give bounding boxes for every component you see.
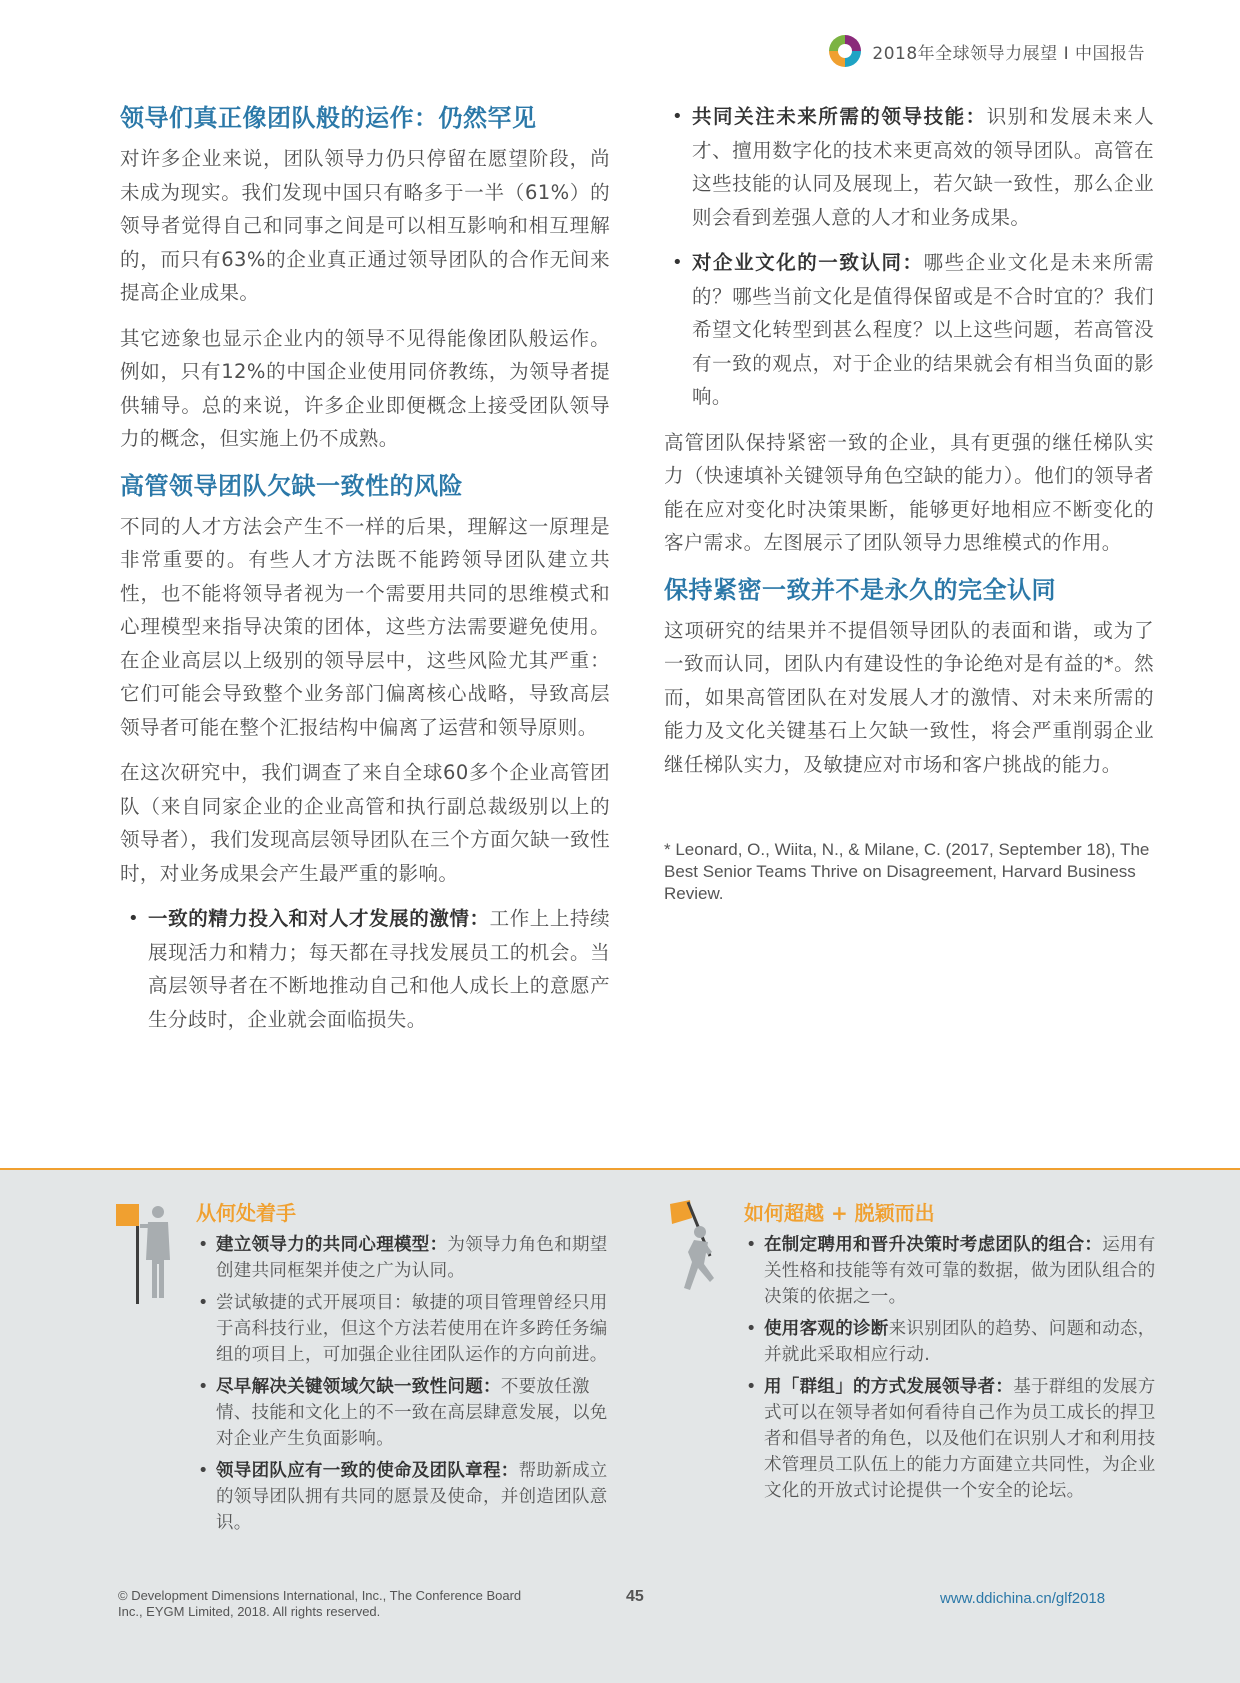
tip-text: 尝试敏捷的式开展项目：敏捷的项目管理曾经只用于高科技行业，但这个方法若使用在许多跨任务编组的项目上，可加强企业往团队运作的方向前进。 xyxy=(216,1293,608,1365)
paragraph: 这项研究的结果并不提倡领导团队的表面和谐，或为了一致而认同，团队内有建设性的争论绝对是有益的*。然而，如果高管团队在对发展人才的激情、对未来所需的能力及文化关键基石上欠缺一致性，将会严重削弱企业继任梯队实力，及敏捷应对市场和客户挑战的能力。 xyxy=(664,618,1154,776)
tip-lead: 用「群组」的方式发展领导者： xyxy=(764,1377,1014,1397)
bullet-dot-icon: • xyxy=(128,908,140,929)
glf-logo-icon xyxy=(828,34,862,68)
tip-lead: 尽早解决关键领域欠缺一致性问题： xyxy=(216,1377,501,1397)
paragraph: 其它迹象也显示企业内的领导不见得能像团队般运作。例如，只有12%的中国企业使用同侪教练，为领导者提供辅导。总的来说，许多企业即便概念上接受团队领导力的概念，但实施上仍不成熟。 xyxy=(120,326,610,450)
tip-body xyxy=(196,1198,612,1536)
bullet-list xyxy=(664,100,1154,414)
footnote: * Leonard, O., Wiita, N., & Milane, C. (2017, September 18), The Best Senior Teams Thrive on Disagreement, Harvard Business Review. xyxy=(664,840,1150,903)
bullet-dot-icon: • xyxy=(198,1377,209,1397)
bullet-list xyxy=(120,902,610,1036)
bullet-dot-icon: • xyxy=(198,1235,209,1255)
tip-title: 从何处着手 xyxy=(196,1201,296,1225)
tip-list xyxy=(196,1232,612,1536)
person-with-flag-icon xyxy=(112,1198,184,1308)
tip-list xyxy=(744,1232,1160,1504)
bullet-item xyxy=(664,100,1154,234)
bullet-dot-icon: • xyxy=(198,1461,209,1481)
copyright-notice: © Development Dimensions International, Inc., The Conference Board Inc., EYGM Limited, 2018. All rights reserved. xyxy=(118,1588,522,1619)
bullet-dot-icon: • xyxy=(746,1319,757,1339)
bullet-dot-icon: • xyxy=(746,1377,757,1397)
tip-text: 不要放任激情、技能和文化上的不一致在高层肆意发展，以免对企业产生负面影响。 xyxy=(216,1377,608,1449)
tip-item xyxy=(744,1374,1160,1504)
page-header xyxy=(828,32,1145,70)
section-heading: 领导们真正像团队般的运作：仍然罕见 xyxy=(120,104,537,132)
section-heading: 保持紧密一致并不是永久的完全认同 xyxy=(664,575,1056,604)
paragraph: 不同的人才方法会产生不一样的后果，理解这一原理是非常重要的。有些人才方法既不能跨领导团队建立共性，也不能将领导者视为一个需要用共同的思维模式和心理模型来指导决策的团体，这些方法需要避免使用。在企业高层以上级别的领导层中，这些风险尤其严重：它们可能会导致整个业务部门偏离核心战略，导致高层领导者可能在整个汇报结构中偏离了运营和领导原则。 xyxy=(120,514,610,739)
tip-text: 运用有关性格和技能等有效可靠的数据，做为团队组合的决策的依据之一。 xyxy=(764,1235,1156,1307)
bullet-lead: 对企业文化的一致认同： xyxy=(692,251,924,274)
bullet-text: 哪些企业文化是未来所需的？哪些当前文化是值得保留或是不合时宜的？我们希望文化转型到甚么程度？以上这些问题，若高管没有一致的观点，对于企业的结果就会有相当负面的影响。 xyxy=(692,251,1154,408)
bullet-text: 识别和发展未来人才、擅用数字化的技术来更高效的领导团队。高管在这些技能的认同及展现上，若欠缺一致性，那么企业则会看到差强人意的人才和业务成果。 xyxy=(692,105,1154,229)
tip-item xyxy=(196,1232,612,1284)
tip-item xyxy=(196,1290,612,1368)
report-title: 2018年全球领导力展望 I 中国报告 xyxy=(872,43,1145,64)
tip-text: 帮助新成立的领导团队拥有共同的愿景及使命，并创造团队意识。 xyxy=(216,1461,608,1533)
tip-text: 基于群组的发展方式可以在领导者如何看待自己作为员工成长的捍卫者和倡导者的角色，以及他们在识别人才和利用技术管理员工队伍上的能力方面建立共同性，为企业文化的开放式讨论提供一个安全的论坛。 xyxy=(764,1377,1156,1501)
page-number: 45 xyxy=(626,1588,644,1605)
paragraph: 高管团队保持紧密一致的企业，具有更强的继任梯队实力（快速填补关键领导角色空缺的能力）。他们的领导者能在应对变化时决策果断，能够更好地相应不断变化的客户需求。左图展示了团队领导力思维模式的作用。 xyxy=(664,430,1154,554)
tip-lead: 使用客观的诊断 xyxy=(764,1319,889,1339)
tip-item xyxy=(196,1458,612,1536)
tip-lead: 在制定聘用和晋升决策时考虑团队的组合： xyxy=(764,1235,1103,1255)
bullet-dot-icon: • xyxy=(672,252,684,273)
tip-title: 如何超越 + 脱颖而出 xyxy=(744,1201,935,1225)
section-heading: 高管领导团队欠缺一致性的风险 xyxy=(120,471,463,500)
bullet-dot-icon: • xyxy=(672,106,684,127)
tip-text: 来识别团队的趋势、问题和动态，并就此采取相应行动. xyxy=(764,1319,1156,1365)
bullet-text: 工作上上持续展现活力和精力；每天都在寻找发展员工的机会。当高层领导者在不断地推动自己和他人成长上的意愿产生分歧时，企业就会面临损失。 xyxy=(148,907,610,1031)
tip-lead: 建立领导力的共同心理模型： xyxy=(216,1235,448,1255)
bullet-dot-icon: • xyxy=(198,1293,209,1313)
bullet-item xyxy=(120,902,610,1036)
left-column xyxy=(120,100,610,1048)
bullet-lead: 共同关注未来所需的领导技能： xyxy=(692,105,987,128)
tip-text: 为领导力角色和期望创建共同框架并使之广为认同。 xyxy=(216,1235,608,1281)
tip-item xyxy=(744,1316,1160,1368)
tip-body xyxy=(744,1198,1160,1504)
bullet-dot-icon: • xyxy=(746,1235,757,1255)
paragraph: 对许多企业来说，团队领导力仍只停留在愿望阶段，尚未成为现实。我们发现中国只有略多于一半（61%）的领导者觉得自己和同事之间是可以相互影响和相互理解的，而只有63%的企业真正通过领导团队的合作无间来提高企业成果。 xyxy=(120,147,610,304)
tip-item xyxy=(744,1232,1160,1310)
paragraph: 在这次研究中，我们调查了来自全球60多个企业高管团队（来自同家企业的企业高管和执行副总裁级别以上的领导者），我们发现高层领导团队在三个方面欠缺一致性时，对业务成果会产生最严重的影响。 xyxy=(120,761,610,885)
right-column xyxy=(664,100,1154,905)
website-link[interactable]: www.ddichina.cn/glf2018 xyxy=(940,1590,1106,1607)
bullet-lead: 一致的精力投入和对人才发展的激情： xyxy=(148,907,490,930)
tip-box-stand-out xyxy=(660,1198,1160,1510)
running-flag-bearer-icon xyxy=(660,1198,732,1308)
bullet-item xyxy=(664,246,1154,414)
tip-item xyxy=(196,1374,612,1452)
tip-lead: 领导团队应有一致的使命及团队章程： xyxy=(216,1461,519,1481)
tip-box-getting-started xyxy=(112,1198,612,1542)
